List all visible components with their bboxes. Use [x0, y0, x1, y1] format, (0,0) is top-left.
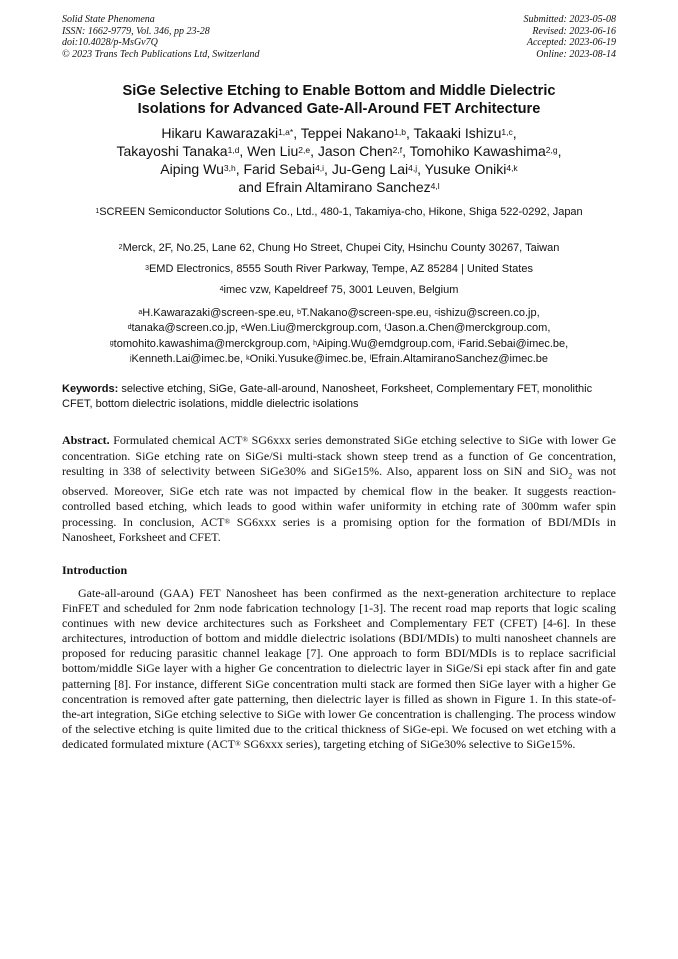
affiliation-number: 1 — [95, 208, 100, 215]
journal-info — [62, 14, 260, 60]
author-name: Tomohiko Kawashima — [409, 143, 546, 159]
author-affil: 2,e — [298, 145, 311, 155]
paragraph-text: SG6xxx series), targeting etching of SiGe30% selective to SiGe15%. — [243, 736, 576, 751]
revised-date: Revised: 2023-06-16 — [532, 25, 616, 37]
author-name: Jason Chen — [317, 143, 393, 159]
abstract — [62, 433, 616, 546]
email-list — [62, 306, 616, 368]
keywords-text: selective etching, SiGe, Gate-all-around, Nanosheet, Forksheet, Complementary FET, monolithic CFET, bottom dielectric isolations, middle dielectric isolations — [62, 383, 593, 411]
email-key: i — [457, 339, 460, 347]
affiliation-text: SCREEN Semiconductor Solutions Co., Ltd., 480-1, Takamiya-cho, Hikone, Shiga 522-0292, Japan — [99, 206, 583, 218]
keywords — [62, 382, 616, 412]
publication-dates — [524, 14, 617, 60]
accepted-date: Accepted: 2023-06-19 — [526, 37, 616, 49]
author-line-2: Takayoshi Tanaka$^{1,d}$, Wen Liu$^{2,e}$, Jason Chen$^{2,f}$, Tomohiko Kawashima$^{2,g}$, — [116, 143, 562, 159]
registered-mark: ® — [242, 435, 249, 444]
email-key: a — [138, 309, 143, 316]
email-key: j — [129, 355, 132, 363]
author-affil: 2,g — [545, 145, 558, 155]
affiliation-4 — [62, 283, 616, 299]
affiliation-number: 3 — [145, 265, 149, 272]
author-name: Takayoshi Tanaka — [116, 143, 228, 159]
email-key: c — [434, 309, 438, 316]
affiliation-2 — [62, 241, 616, 257]
introduction-paragraph — [62, 586, 616, 752]
affiliation-1 — [62, 205, 616, 221]
journal-name: Solid State Phenomena — [62, 14, 155, 25]
email-key: k — [246, 355, 250, 363]
author-affil: 4,k — [506, 163, 518, 173]
submitted-date: Submitted: 2023-05-08 — [523, 14, 616, 25]
email-link[interactable]: T.Nakano@screen-spe.eu — [301, 307, 429, 319]
issn-volume: ISSN: 1662-9779, Vol. 346, pp 23-28 — [62, 25, 210, 37]
author-affil: 1,d — [227, 145, 240, 155]
email-link[interactable]: Efrain.AltamiranoSanchez@imec.be — [371, 353, 549, 366]
email-key: b — [297, 309, 302, 316]
author-affil: 1,c — [501, 127, 513, 137]
affiliation-text: EMD Electronics, 8555 South River Parkway, Tempe, AZ 85284 | United States — [148, 263, 533, 275]
abstract-text: SG6xxx series demonstrated SiGe etching selective to SiGe with lower Ge concentration. SiGe etching rate on SiGe/Si multi-stack shown steep trend as a function of Ge concentration, resulting in 338 of selectivity between SiGe30% and SiGe15%. Also, apparent loss on SiN and SiO — [62, 433, 616, 478]
online-date: Online: 2023-08-14 — [536, 48, 616, 60]
author-line-4 — [62, 178, 616, 196]
email-link[interactable]: tanaka@screen.co.jp — [131, 322, 236, 335]
author-name: Teppei Nakano — [300, 125, 395, 141]
affiliation-text: Merck, 2F, No.25, Lane 62, Chung Ho Street, Chupei City, Hsinchu County 30267, Taiwan — [122, 242, 560, 254]
abstract-text: Formulated chemical ACT — [113, 433, 243, 447]
email-key: f — [384, 324, 387, 332]
affiliation-number: 2 — [118, 244, 123, 251]
author-name: Wen Liu — [247, 143, 299, 159]
email-line-4: $^j$Kenneth.Lai@imec.be, $^k$Oniki.Yusuke@imec.be, $^l$Efrain.AltamiranoSanchez@imec.be — [129, 353, 549, 366]
section-heading-introduction: Introduction — [62, 563, 128, 577]
email-key: h — [313, 339, 318, 347]
author-name: Ju-Geng Lai — [331, 161, 409, 177]
affiliation-text: imec vzw, Kapeldreef 75, 3001 Leuven, Belgium — [223, 284, 459, 296]
author-affil: 4,i — [315, 163, 325, 173]
email-link[interactable]: ishizu@screen.co.jp — [437, 307, 537, 319]
email-line-1: $^a$H.Kawarazaki@screen-spe.eu, $^b$T.Nakano@screen-spe.eu, $^c$ishizu@screen.co.jp, — [138, 307, 540, 319]
abstract-text: SG6xxx series is a promising option for the formation of BDI/MDIs in Nanosheet, Forksheet and CFET. — [62, 514, 616, 545]
title-line-1: SiGe Selective Etching to Enable Bottom and Middle Dielectric — [122, 83, 556, 99]
email-key: d — [127, 324, 132, 332]
author-affil: 4,l — [430, 181, 440, 191]
keywords-label: Keywords: — [62, 383, 119, 395]
author-list — [62, 124, 616, 196]
subscript: 2 — [568, 471, 573, 481]
email-link[interactable]: Aiping.Wu@emdgroup.com — [317, 337, 452, 350]
email-line-3: $^g$tomohito.kawashima@merckgroup.com, $^h$Aiping.Wu@emdgroup.com, $^i$Farid.Sebai@imec.be, — [109, 337, 569, 350]
authors-and: and — [238, 179, 262, 195]
author-name: Yusuke Oniki — [424, 161, 507, 177]
email-link[interactable]: Wen.Liu@merckgroup.com — [245, 322, 379, 335]
paper-title — [62, 82, 616, 118]
author-line-1: Hikaru Kawarazaki$^{1,a*}$, Teppei Nakano$^{1,b}$, Takaaki Ishizu$^{1,c}$, — [161, 125, 517, 141]
email-link[interactable]: Oniki.Yusuke@imec.be — [249, 353, 364, 366]
email-key: e — [241, 324, 246, 332]
registered-mark: ® — [224, 516, 231, 526]
author-name: Efrain Altamirano Sanchez — [265, 179, 431, 195]
email-link[interactable]: Jason.a.Chen@merckgroup.com — [386, 322, 548, 335]
author-name: Aiping Wu — [160, 161, 224, 177]
email-line-2: $^d$tanaka@screen.co.jp, $^e$Wen.Liu@merckgroup.com, $^f$Jason.a.Chen@merckgroup.com, — [127, 322, 551, 335]
doi: doi:10.4028/p-MsGv7Q — [62, 37, 158, 49]
email-key: l — [369, 355, 372, 363]
author-affil: 2,f — [392, 145, 403, 155]
author-line-3: Aiping Wu$^{3,h}$, Farid Sebai$^{4,i}$, Ju-Geng Lai$^{4,j}$, Yusuke Oniki$^{4,k}$ — [160, 161, 518, 177]
title-line-2: Isolations for Advanced Gate-All-Around FET Architecture — [137, 101, 541, 117]
author-affil: 3,h — [223, 163, 236, 173]
author-name: Farid Sebai — [243, 161, 316, 177]
email-link[interactable]: Farid.Sebai@imec.be — [459, 337, 566, 350]
affiliation-3 — [62, 262, 616, 278]
paragraph-text: Gate-all-around (GAA) FET Nanosheet has been confirmed as the next-generation architecture to replace FinFET and scheduled for 2nm node fabrication technology [1-3]. The recent road map reports that logic scaling continues with new device architectures such as Forksheet and Complementary FET (CFET) [4-6]. In these architectures, introduction of bottom and middle dielectric isolations (BDI/MDIs) to multi nanosheet channels are proposed for reducing parasitic channel leakage [7]. One approach to form BDI/MDIs is to replace sacrificial bottom/middle SiGe layer with a higher Ge concentration to dielectric layer in SiGe/Si epi stack after fin and gate patterning [8]. For instance, different SiGe concentration multi stack are formed then SiGe layer with a higher Ge concentration is removed after gate patterning, then dielectric layer is filled as shown in Figure 1. In this state-of-the-art integration, SiGe etching selective to SiGe with lower Ge concentration is challenging. The process window of the selective etching is quite limited due to the critical thickness of SiGe-epi. We focused on wet etching with a dedicated formulated mixture (ACT — [62, 586, 616, 751]
email-key: g — [109, 339, 114, 347]
email-link[interactable]: H.Kawarazaki@screen-spe.eu — [142, 307, 291, 319]
author-affil: 1,b — [394, 127, 406, 137]
registered-mark: ® — [234, 738, 241, 748]
abstract-label: Abstract. — [62, 433, 110, 447]
abstract-text: was not observed. Moreover, SiGe etch rate was not impacted by chemical flow in the beaker. It suggests reaction-controlled based etching, which leads to good within wafer uniformity in etching rate of 300mm wafer spin processing. In conclusion, ACT — [62, 464, 616, 529]
email-link[interactable]: Kenneth.Lai@imec.be — [131, 353, 240, 366]
author-affil: 1,a* — [278, 127, 294, 137]
author-name: Hikaru Kawarazaki — [161, 125, 279, 141]
copyright: © 2023 Trans Tech Publications Ltd, Switzerland — [62, 48, 260, 60]
email-link[interactable]: tomohito.kawashima@merckgroup.com — [113, 337, 308, 350]
author-affil: 4,j — [408, 163, 418, 173]
affiliation-number: 4 — [219, 286, 224, 293]
author-name: Takaaki Ishizu — [413, 125, 502, 141]
